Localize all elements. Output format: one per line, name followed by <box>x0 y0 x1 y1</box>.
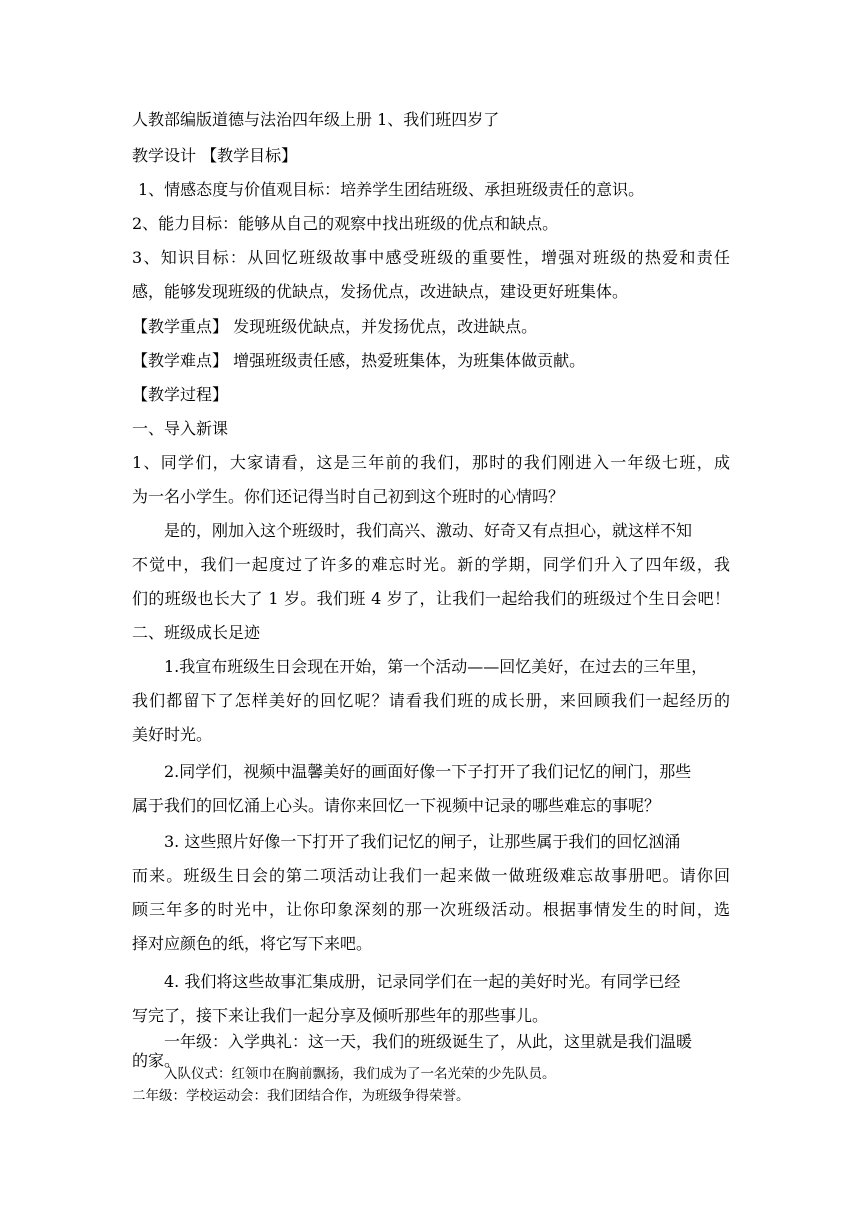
paragraph-4: 写完了，接下来让我们一起分享及倾听那些年的那些事儿。 <box>132 1006 549 1025</box>
goal-ability: 2、能力目标：能够从自己的观察中找出班级的优点和缺点。 <box>132 214 559 233</box>
paragraph-1: 1.我宣布班级生日会现在开始，第一个活动——回忆美好，在过去的三年里， <box>164 657 708 676</box>
section2-heading: 二、班级成长足迹 <box>132 623 261 642</box>
section1-line: 不觉中，我们一起度过了许多的难忘时光。新的学期，同学们升入了四年级，我 <box>132 555 730 574</box>
process-heading: 【教学过程】 <box>132 385 229 404</box>
grade2-entry: 二年级：学校运动会：我们团结合作，为班级争得荣誉。 <box>132 1088 470 1104</box>
document-title: 人教部编版道德与法治四年级上册 1、我们班四岁了 <box>132 110 500 129</box>
goal-knowledge-cont: 感，能够发现班级的优缺点，发扬优点，改进缺点，建设更好班集体。 <box>132 282 629 301</box>
paragraph-3: 顾三年多的时光中，让你印象深刻的那一次班级活动。根据事情发生的时间，选 <box>132 900 730 919</box>
section1-line: 1、同学们，大家请看，这是三年前的我们，那时的我们刚进入一年级七班，成 <box>132 453 730 472</box>
section1-line: 是的，刚加入这个班级时，我们高兴、激动、好奇又有点担心，就这样不知 <box>164 521 693 540</box>
goal-knowledge: 3、知识目标：从回忆班级故事中感受班级的重要性，增强对班级的热爱和责任 <box>132 248 730 267</box>
paragraph-4: 4. 我们将这些故事汇集成册，记录同学们在一起的美好时光。有同学已经 <box>164 972 681 991</box>
grade1-entry: 一年级：入学典礼：这一天，我们的班级诞生了，从此，这里就是我们温暖 <box>164 1032 693 1051</box>
paragraph-3: 而来。班级生日会的第二项活动让我们一起来做一做班级难忘故事册吧。请你回 <box>132 866 730 885</box>
difficult-point: 【教学难点】 增强班级责任感，热爱班集体，为班集体做贡献。 <box>132 351 586 370</box>
paragraph-3: 3. 这些照片好像一下打开了我们记忆的闸子，让那些属于我们的回忆汹涌 <box>164 832 681 851</box>
paragraph-2: 2.同学们，视频中温馨美好的画面好像一下子打开了我们记忆的闸门，那些 <box>164 762 692 781</box>
paragraph-2: 属于我们的回忆涌上心头。请你来回忆一下视频中记录的哪些难忘的事呢？ <box>132 796 661 815</box>
goal-emotion: 1、情感态度与价值观目标：培养学生团结班级、承担班级责任的意识。 <box>138 180 645 199</box>
section1-line: 为一名小学生。你们还记得当时自己初到这个班时的心情吗？ <box>132 487 565 506</box>
section1-line: 们的班级也长大了 1 岁。我们班 4 岁了，让我们一起给我们的班级过个生日会吧！ <box>132 589 730 608</box>
grade1-entry: 的家。 <box>132 1051 181 1070</box>
key-point: 【教学重点】 发现班级优缺点，并发扬优点，改进缺点。 <box>132 317 538 336</box>
paragraph-1: 美好时光。 <box>132 725 213 744</box>
ceremony-entry: 入队仪式：红领巾在胸前飘扬，我们成为了一名光荣的少先队员。 <box>164 1066 556 1082</box>
paragraph-1: 我们都留下了怎样美好的回忆呢？请看我们班的成长册，来回顾我们一起经历的 <box>132 691 730 710</box>
paragraph-3: 择对应颜色的纸，将它写下来吧。 <box>132 934 373 953</box>
design-heading: 教学设计 【教学目标】 <box>132 146 298 165</box>
section1-heading: 一、导入新课 <box>132 419 229 438</box>
